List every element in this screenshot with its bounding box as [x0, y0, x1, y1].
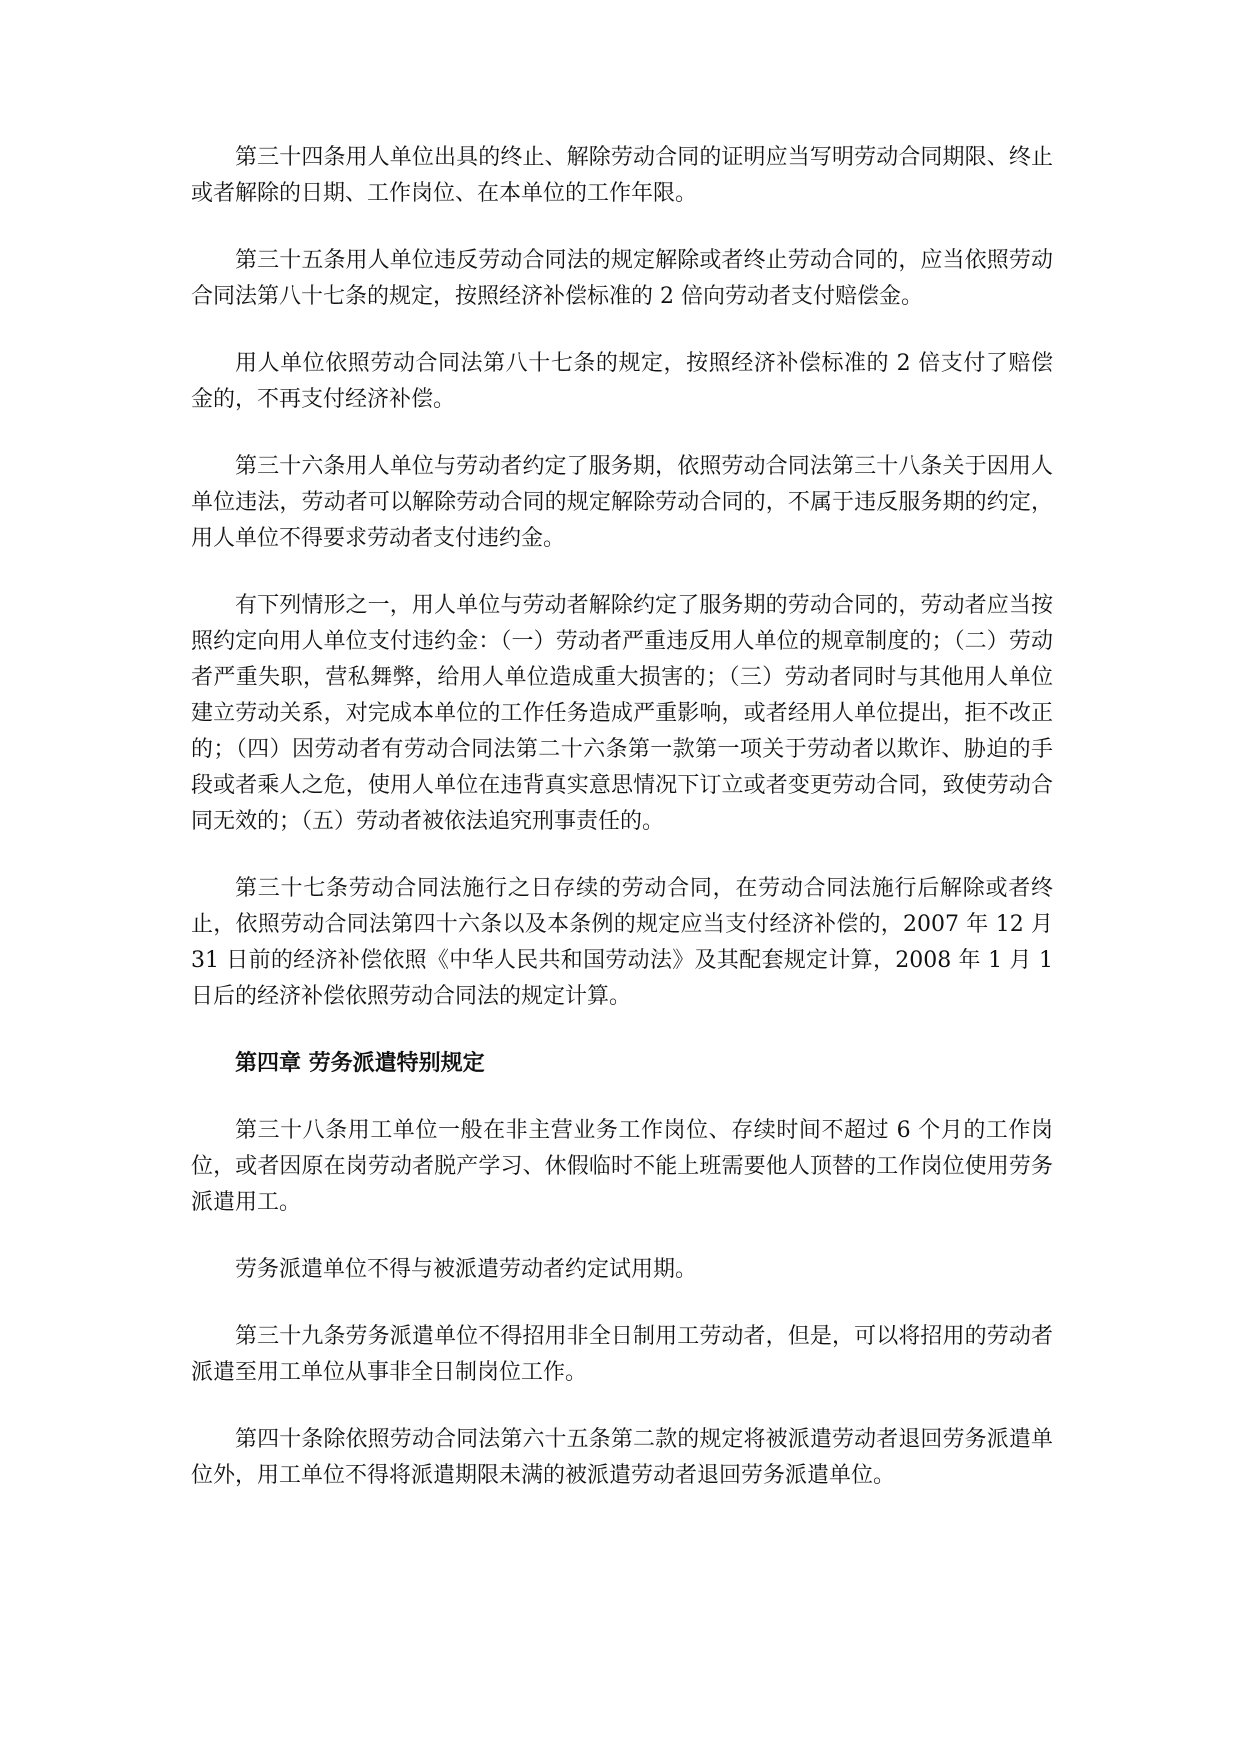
chapter-four-heading: 第四章 劳务派遣特别规定: [235, 1051, 485, 1076]
article-36-paragraph: 第三十六条用人单位与劳动者约定了服务期，依照劳动合同法第三十八条关于因用人单位违法，劳动者可以解除劳动合同的规定解除劳动合同的，不属于违反服务期的约定，用人单位不得要求劳动者支付违约金。: [191, 454, 1053, 551]
article-34-paragraph: 第三十四条用人单位出具的终止、解除劳动合同的证明应当写明劳动合同期限、终止或者解除的日期、工作岗位、在本单位的工作年限。: [191, 145, 1053, 206]
article-35-paragraph: 第三十五条用人单位违反劳动合同法的规定解除或者终止劳动合同的，应当依照劳动合同法第八十七条的规定，按照经济补偿标准的 2 倍向劳动者支付赔偿金。: [191, 248, 1053, 309]
article-39-paragraph: 第三十九条劳务派遣单位不得招用非全日制用工劳动者，但是，可以将招用的劳动者派遣至用工单位从事非全日制岗位工作。: [191, 1324, 1053, 1385]
article-38-paragraph: 第三十八条用工单位一般在非主营业务工作岗位、存续时间不超过 6 个月的工作岗位，或者因原在岗劳动者脱产学习、休假临时不能上班需要他人顶替的工作岗位使用劳务派遣用工。: [191, 1118, 1053, 1215]
article-36-cases-paragraph: 有下列情形之一，用人单位与劳动者解除约定了服务期的劳动合同的，劳动者应当按照约定向用人单位支付违约金：（一）劳动者严重违反用人单位的规章制度的；（二）劳动者严重失职，营私舞弊，给用人单位造成重大损害的；（三）劳动者同时与其他用人单位建立劳动关系，对完成本单位的工作任务造成严重影响，或者经用人单位提出，拒不改正的；（四）因劳动者有劳动合同法第二十六条第一款第一项关于劳动者以欺诈、胁迫的手段或者乘人之危，使用人单位在违背真实意思情况下订立或者变更劳动合同，致使劳动合同无效的；（五）劳动者被依法追究刑事责任的。: [191, 593, 1053, 834]
probation-paragraph: 劳务派遣单位不得与被派遣劳动者约定试用期。: [235, 1257, 698, 1282]
document-page: [191, 140, 1053, 1525]
article-40-paragraph: 第四十条除依照劳动合同法第六十五条第二款的规定将被派遣劳动者退回劳务派遣单位外，用工单位不得将派遣期限未满的被派遣劳动者退回劳务派遣单位。: [191, 1427, 1053, 1488]
article-35-compensation-paragraph: 用人单位依照劳动合同法第八十七条的规定，按照经济补偿标准的 2 倍支付了赔偿金的，不再支付经济补偿。: [191, 351, 1053, 412]
article-37-paragraph: 第三十七条劳动合同法施行之日存续的劳动合同，在劳动合同法施行后解除或者终止，依照劳动合同法第四十六条以及本条例的规定应当支付经济补偿的，2007 年 12 月 31 日前的经济补偿依照《中华人民共和国劳动法》及其配套规定计算，2008 年 1 月 1 日后的经济补偿依照劳动合同法的规定计算。: [191, 876, 1053, 1009]
